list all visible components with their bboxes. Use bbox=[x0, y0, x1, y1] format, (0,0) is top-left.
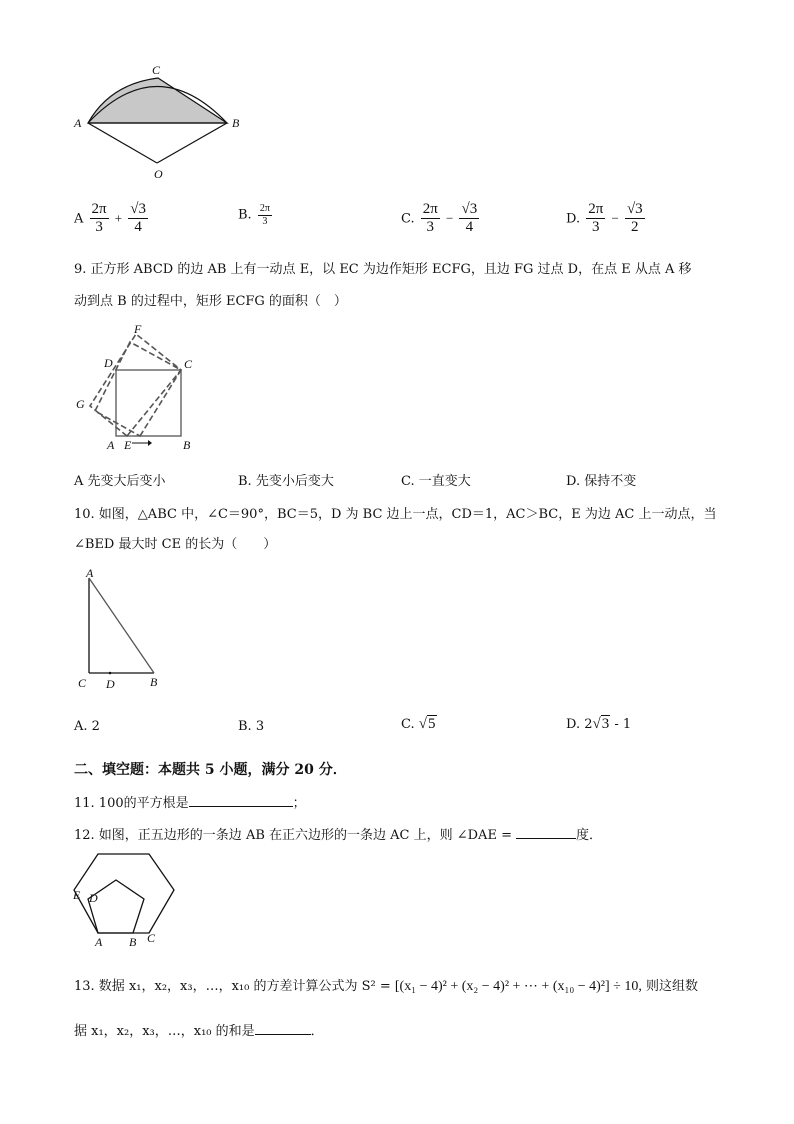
hexagon-pentagon-figure bbox=[72, 852, 182, 952]
q10-option-b: B. 3 bbox=[238, 719, 265, 734]
label-b: B bbox=[129, 935, 137, 949]
q8-option-d: D. $\frac{2\pi}{3}$ − $\frac{√3}{2}$ bbox=[566, 201, 643, 236]
label-a: A bbox=[74, 116, 82, 130]
q10-option-a: A. 2 bbox=[74, 719, 100, 734]
radius-oa bbox=[88, 123, 157, 163]
q13-answer-blank[interactable] bbox=[255, 1022, 311, 1035]
q13-line1: 13. 数据 x₁，x₂，x₃，…，x₁₀ 的方差计算公式为 S² = [(x₁ − 4)² + (x₂ − 4)² + ⋯ + (x₁₀ − 4)²] ÷ 10, 则这组数 bbox=[74, 979, 698, 994]
q12: 12. 如图，正五边形的一条边 AB 在正六边形的一条边 AC 上，则 ∠DAE = 度． bbox=[74, 828, 602, 843]
label-e: E bbox=[73, 888, 81, 902]
label-b: B bbox=[150, 675, 158, 689]
q9-option-b: B. 先变小后变大 bbox=[238, 474, 334, 489]
label-b: B bbox=[183, 438, 191, 452]
point-d bbox=[109, 672, 112, 675]
radius-ob bbox=[157, 123, 227, 163]
label-f: F bbox=[134, 322, 142, 336]
q10-line1: 10. 如图，△ABC 中，∠C＝90°，BC＝5，D 为 BC 边上一点，CD＝1，AC＞BC，E 为边 AC 上一动点，当 bbox=[74, 507, 717, 522]
q9-line1: 9. 正方形 ABCD 的边 AB 上有一动点 E，以 EC 为边作矩形 ECFG，且边 FG 过点 D，在点 E 从点 A 移 bbox=[74, 262, 692, 277]
label-c: C bbox=[152, 63, 161, 77]
q13-line2: 据 x₁，x₂，x₃，…，x₁₀ 的和是 ． bbox=[74, 1024, 324, 1039]
side-ab bbox=[89, 578, 154, 673]
sector-figure bbox=[70, 60, 260, 185]
label-a: A bbox=[107, 438, 115, 452]
q12-answer-blank[interactable] bbox=[516, 826, 576, 839]
label-o: O bbox=[154, 167, 163, 181]
label-d: D bbox=[106, 677, 115, 691]
label-c: C bbox=[147, 931, 156, 945]
q9-line2: 动到点 B 的过程中，矩形 ECFG 的面积（ ） bbox=[74, 294, 347, 309]
label-c: C bbox=[184, 357, 193, 371]
section-title: 二、填空题：本题共 5 小题，满分 20 分． bbox=[74, 762, 347, 778]
regular-pentagon bbox=[88, 880, 144, 933]
label-c: C bbox=[78, 676, 87, 690]
q11-answer-blank[interactable] bbox=[189, 794, 293, 807]
q8-option-c: C. $\frac{2\pi}{3}$ − $\frac{√3}{4}$ bbox=[401, 201, 478, 236]
label-d: D bbox=[104, 356, 113, 370]
q9-option-d: D. 保持不变 bbox=[566, 474, 637, 489]
q10-option-c: C. √5 bbox=[401, 716, 436, 732]
q11: 11. 100的平方根是 ； bbox=[74, 796, 306, 811]
shaded-segment bbox=[88, 78, 227, 123]
q8-option-a: A $\frac{2\pi}{3}$ + $\frac{√3}{4}$ bbox=[74, 201, 146, 236]
q10-option-d: D. 2√3 - 1 bbox=[566, 716, 632, 732]
label-e: E bbox=[124, 438, 132, 452]
label-b: B bbox=[232, 116, 240, 130]
q9-option-a: A 先变大后变小 bbox=[74, 474, 166, 489]
q10-line2: ∠BED 最大时 CE 的长为（ ） bbox=[74, 537, 277, 552]
square-abcd bbox=[116, 370, 181, 436]
label-d: D bbox=[89, 891, 98, 905]
q9-option-c: C. 一直变大 bbox=[401, 474, 471, 489]
arrow-head bbox=[148, 440, 152, 446]
rect-ecfg-1 bbox=[90, 334, 181, 436]
q8-option-b: B. $\frac{2\pi}{3}$ bbox=[238, 203, 270, 227]
label-a: A bbox=[86, 566, 94, 580]
right-triangle-figure bbox=[74, 565, 174, 693]
label-a: A bbox=[95, 935, 103, 949]
square-rectangle-figure bbox=[72, 322, 202, 454]
label-g: G bbox=[76, 397, 85, 411]
